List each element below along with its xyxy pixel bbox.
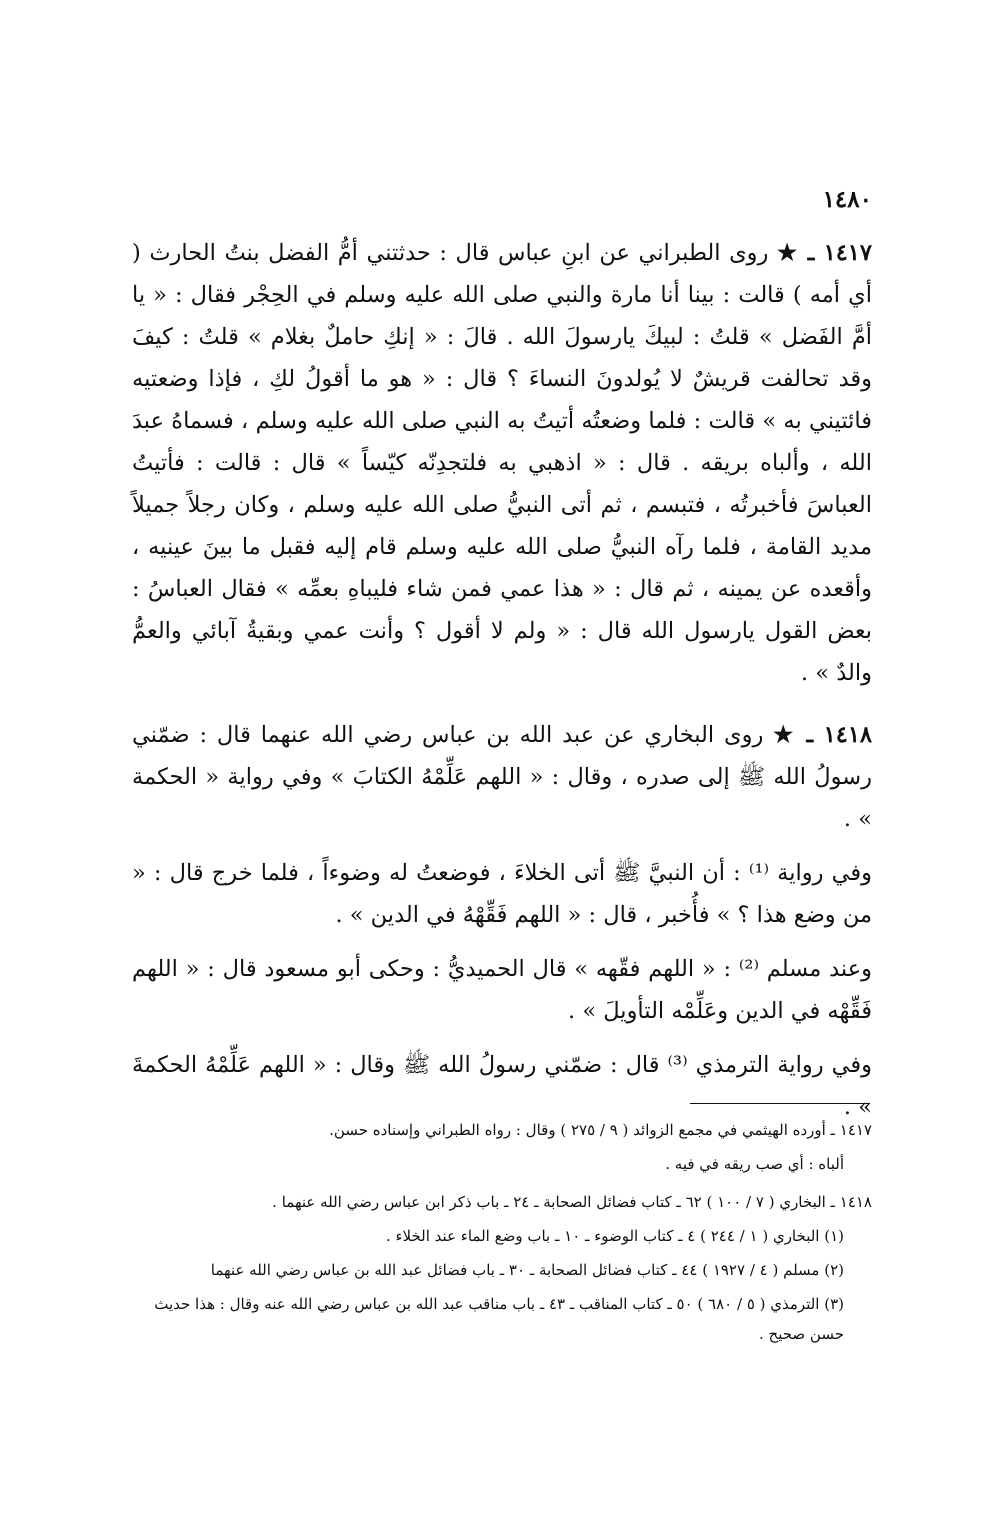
main-text: [132, 232, 872, 1148]
narration-text: وفي رواية الترمذي ⁽³⁾ قال : ضمّني رسولُ الله ﷺ وقال : « اللهم عَلِّمْهُ الحكمةَ » .: [132, 1052, 872, 1120]
narration-text: وعند مسلم ⁽²⁾ : « اللهم فقّهه » قال الحميديُّ : وحكى أبو مسعود قال : « اللهم فَقِّهْه في الدين وعَلِّمْه التأويلَ » .: [132, 956, 872, 1024]
narration-muslim: [132, 948, 872, 1032]
footnote-1417: ١٤١٧ ـ أورده الهيثمي في مجمع الزوائد ( ٩ / ٢٧٥ ) وقال : رواه الطبراني وإسناده حسن.: [329, 1121, 872, 1139]
page-number: ١٤٨٠: [822, 186, 872, 213]
narration-bukhari: [132, 852, 872, 936]
hadith-1418: [132, 714, 872, 840]
footnote-1417-gloss: ألباه : أي صب ريقه في فيه .: [665, 1155, 844, 1173]
footnote-ref-2: (٢) مسلم ( ٤ / ١٩٢٧ ) ٤٤ ـ كتاب فضائل الصحابة ـ ٣٠ ـ باب فضائل عبد الله بن عباس رضي الله عنهما: [210, 1261, 844, 1279]
footnote-ref-1: (١) البخاري ( ١ / ٢٤٤ ) ٤ ـ كتاب الوضوء ـ ١٠ ـ باب وضع الماء عند الخلاء .: [385, 1227, 844, 1245]
footnote-ref-3: (٣) الترمذي ( ٥ / ٦٨٠ ) ٥٠ ـ كتاب المناقب ـ ٤٣ ـ باب مناقب عبد الله بن عباس رضي الله عنه وقال : هذا حديث حسن صحيح .: [154, 1295, 844, 1343]
hadith-number: ١٤١٨ ـ ★: [770, 722, 872, 748]
footnote-1418: ١٤١٨ ـ البخاري ( ٧ / ١٠٠ ) ٦٢ ـ كتاب فضائل الصحابة ـ ٢٤ ـ باب ذكر ابن عباس رضي الله عنهما .: [272, 1193, 872, 1211]
footnotes: [132, 1115, 872, 1353]
footnote-divider: [690, 1103, 870, 1104]
hadith-text: روى الطبراني عن ابنِ عباس قال : حدثتني أمُّ الفضل بنتُ الحارث ( أي أمه ) قالت : بينا أنا مارة والنبي صلى الله عليه وسلم في الحِجْر فقال : « يا أمَّ الفَضل » قلتُ : لبيكَ يارسولَ الله . قالَ : « إنكِ حاملٌ بغلام » قلتُ : كيفَ وقد تحالفت قريشٌ لا يُولدونَ النساءَ ؟ قال : « هو ما أقولُ لكِ ، فإذا وضعتيه فائتيني به » قالت : فلما وضعتُه أتيتُ به النبي صلى الله عليه وسلم ، فسماهُ عبدَ الله ، وألباه بريقه . قال : « اذهبي به فلتجدِنّه كيّساً » قال : قالت : فأتيتُ العباسَ فأخبرتُه ، فتبسم ، ثم أتى النبيُّ صلى الله عليه وسلم ، وكان رجلاً جميلاً مديد القامة ، فلما رآه النبيُّ صلى الله عليه وسلم قام إليه فقبل ما بينَ عينيه ، وأقعده عن يمينه ، ثم قال : « هذا عمي فمن شاء فليباهِ بعمِّه » فقال العباسُ : بعض القول يارسول الله قال : « ولم لا أقول ؟ وأنت عمي وبقيةُ آبائي والعمُّ والدٌ » .: [132, 240, 872, 686]
narration-text: وفي رواية ⁽¹⁾ : أن النبيَّ ﷺ أتى الخلاءَ ، فوضعتُ له وضوءاً ، فلما خرج قال : « من وضع هذا ؟ » فأُخبر ، قال : « اللهم فَقِّهْهُ في الدين » .: [132, 860, 873, 928]
hadith-text: روى البخاري عن عبد الله بن عباس رضي الله عنهما قال : ضمّني رسولُ الله ﷺ إلى صدره ، وقال : « اللهم عَلِّمْهُ الكتابَ » وفي رواية « الحكمة » .: [132, 722, 872, 832]
hadith-number: ١٤١٧ ـ ★: [775, 240, 872, 266]
hadith-1417: [132, 232, 872, 694]
